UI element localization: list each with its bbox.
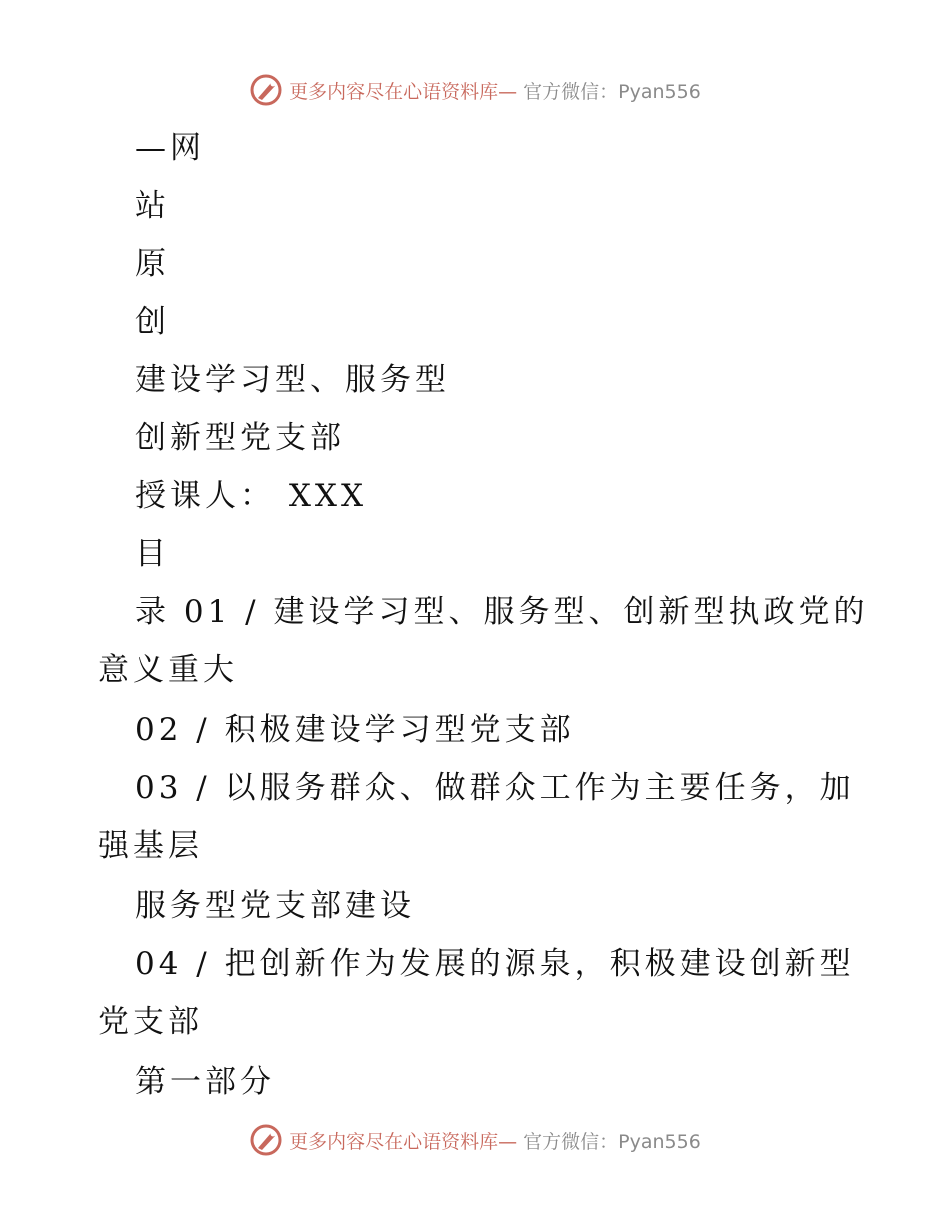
text-line: 授课人： XXX	[135, 478, 368, 514]
text-line: 03 / 以服务群众、做群众工作为主要任务，加	[135, 770, 855, 806]
banner-text: 更多内容尽在心语资料库—	[289, 80, 518, 103]
text-line: 党支部	[98, 1004, 203, 1040]
banner-text: 更多内容尽在心语资料库—	[289, 1130, 518, 1153]
banner-wechat: 官方微信：Pyan556	[523, 80, 701, 103]
footer-watermark-banner	[0, 1118, 950, 1162]
pen-logo-icon	[249, 73, 283, 107]
banner-wechat: 官方微信：Pyan556	[523, 1130, 701, 1153]
text-line: 服务型党支部建设	[135, 888, 415, 924]
text-line: 原	[135, 246, 170, 282]
header-watermark-banner	[0, 68, 950, 112]
text-line: 目	[135, 536, 170, 572]
text-line: 站	[135, 188, 170, 224]
text-line: 创新型党支部	[135, 420, 345, 456]
text-line: —网	[135, 130, 205, 166]
text-line: 04 / 把创新作为发展的源泉，积极建设创新型	[135, 946, 855, 982]
text-line: 创	[135, 304, 170, 340]
text-line: 意义重大	[98, 652, 238, 688]
text-line: 02 / 积极建设学习型党支部	[135, 712, 575, 748]
text-line: 录 01 / 建设学习型、服务型、创新型执政党的	[135, 594, 869, 630]
text-line: 建设学习型、服务型	[135, 362, 450, 398]
text-line: 第一部分	[135, 1064, 275, 1100]
text-line: 强基层	[98, 828, 203, 864]
pen-logo-icon	[249, 1123, 283, 1157]
